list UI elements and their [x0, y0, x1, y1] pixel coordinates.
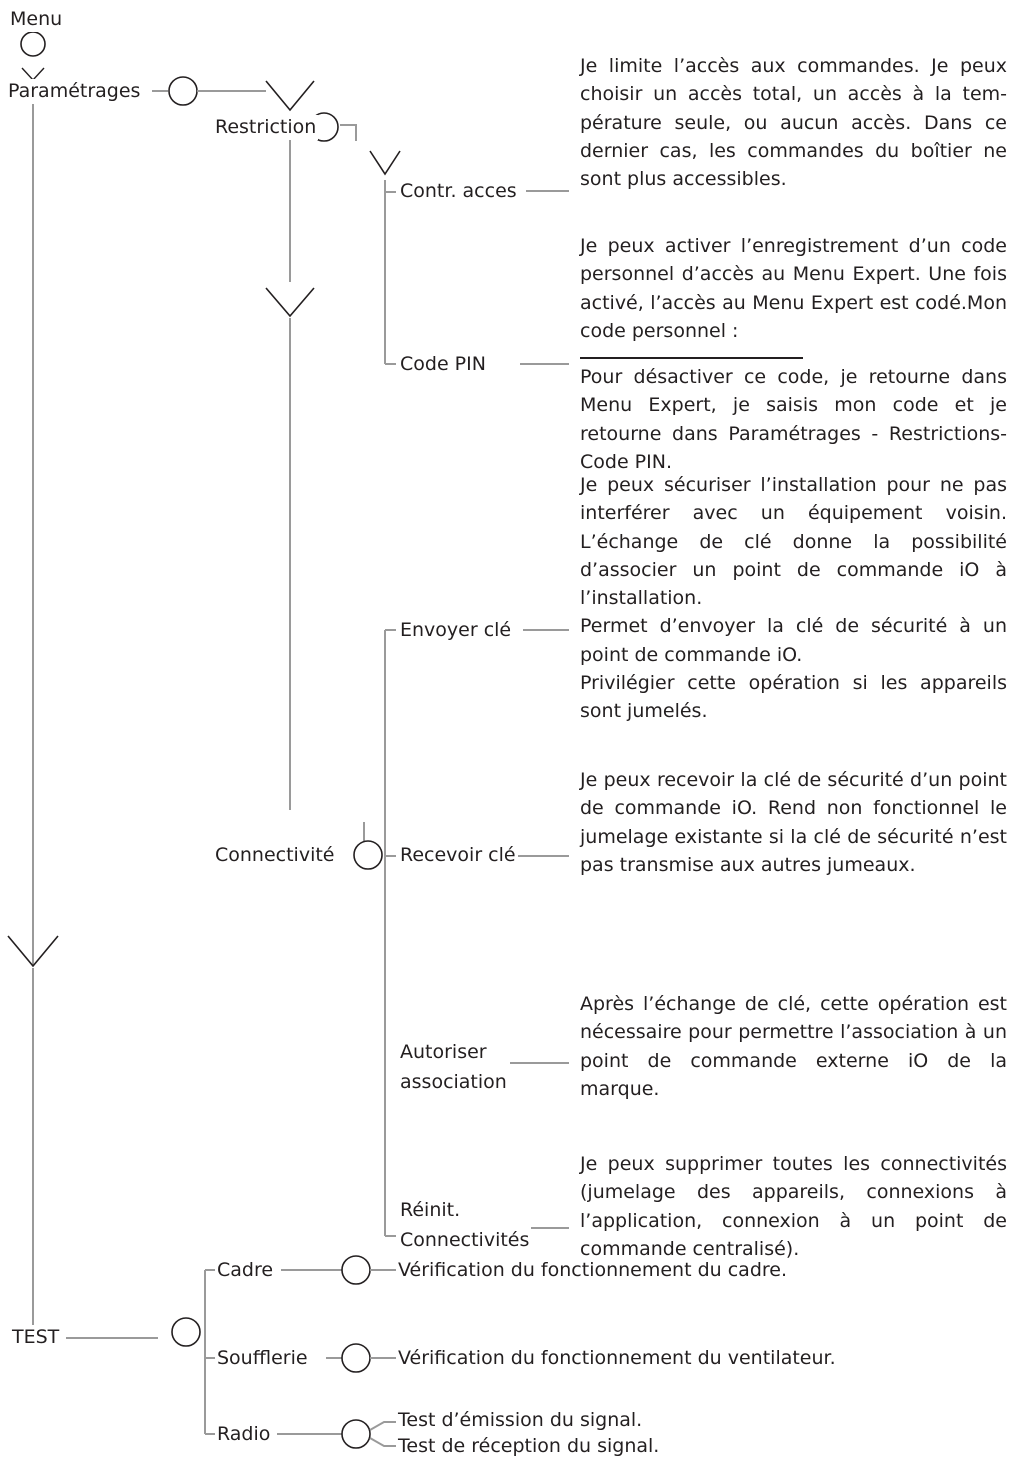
node-soufflerie[interactable]: Soufflerie: [217, 1347, 308, 1369]
description-soufflerie: Vérification du fonctionnement du ventilateur.: [398, 1347, 836, 1369]
description-code-pin-deactivate: Pour désactiver ce code, je retourne dans Menu Expert, je saisis mon code et je retourne dans Paramétrages - Restrictions- Code PIN.: [580, 366, 1007, 474]
description-autoriser-association: Après l’échange de clé, cette opération est nécessaire pour permettre l’association à un point de commande externe iO de la marque.: [580, 993, 1007, 1100]
node-cadre[interactable]: Cadre: [217, 1259, 274, 1281]
description-reinit-connectivites: Je peux supprimer toutes les connectivités (jumelage des appareils, connexions à l’application, connexion à un point de commande centralisé).: [580, 1153, 1007, 1260]
node-code-pin[interactable]: Code PIN: [400, 353, 486, 375]
chevron-down-icon: [266, 81, 314, 110]
node-envoyer-cle[interactable]: Envoyer clé: [400, 619, 512, 641]
chevron-down-icon: [266, 288, 314, 316]
node-parametrages[interactable]: Paramétrages: [8, 80, 141, 102]
description-contr-acces: Je limite l’accès aux commandes. Je peux choisir un accès total, un accès à la température seule, ou aucun accès. Dans ce dernier cas, les commandes du boîtier ne sont plus accessibles.: [580, 55, 1007, 191]
description-radio-emission: Test d’émission du signal.: [398, 1409, 643, 1431]
node-circle-parametrages[interactable]: [169, 77, 197, 105]
description-envoyer-cle-tip: Privilégier cette opération si les appareils sont jumelés.: [580, 672, 1007, 723]
node-menu[interactable]: Menu: [10, 8, 63, 30]
node-restriction[interactable]: Restriction: [215, 116, 317, 138]
node-contr-acces[interactable]: Contr. acces: [400, 180, 517, 202]
description-envoyer-cle-intro: Je peux sécuriser l’installation pour ne pas interférer avec un équipement voisin. L’échange de clé donne la possibilité d’associer un point de commande iO à l’installation.: [580, 474, 1007, 610]
chevron-down-icon: [370, 151, 400, 174]
node-recevoir-cle[interactable]: Recevoir clé: [400, 844, 516, 866]
node-connectivite[interactable]: Connectivité: [215, 844, 335, 866]
node-circle-cadre[interactable]: [342, 1256, 370, 1284]
node-circle-connectivite[interactable]: [354, 841, 382, 869]
description-radio-reception: Test de réception du signal.: [398, 1435, 660, 1457]
description-envoyer-cle: [580, 471, 1007, 726]
node-radio[interactable]: Radio: [217, 1423, 271, 1445]
node-reinit-connectivites[interactable]: Réinit. Connectivités: [398, 1195, 531, 1255]
pin-code-blank: [580, 345, 803, 359]
description-envoyer-cle-send: Permet d’envoyer la clé de sécurité à un point de commande iO.: [580, 615, 1007, 666]
node-circle-soufflerie[interactable]: [342, 1344, 370, 1372]
node-circle-radio[interactable]: [342, 1420, 370, 1448]
node-circle-test[interactable]: [172, 1318, 200, 1346]
description-cadre: Vérification du fonctionnement du cadre.: [398, 1259, 788, 1281]
node-circle-menu[interactable]: [21, 32, 45, 56]
description-code-pin-text: Je peux activer l’enregistrement d’un code personnel d’accès au Menu Expert. Une fois activé, l’accès au Menu Expert est codé.Mon code personnel :: [580, 235, 1007, 342]
node-autoriser-association[interactable]: Autoriser association: [398, 1037, 509, 1097]
description-recevoir-cle: Je peux recevoir la clé de sécurité d’un point de commande iO. Rend non fonctionnel le jumelage existante si la clé de sécurité n’est pas transmise aux autres jumeaux.: [580, 769, 1007, 876]
description-code-pin: [580, 232, 1007, 476]
node-test[interactable]: TEST: [12, 1326, 60, 1348]
